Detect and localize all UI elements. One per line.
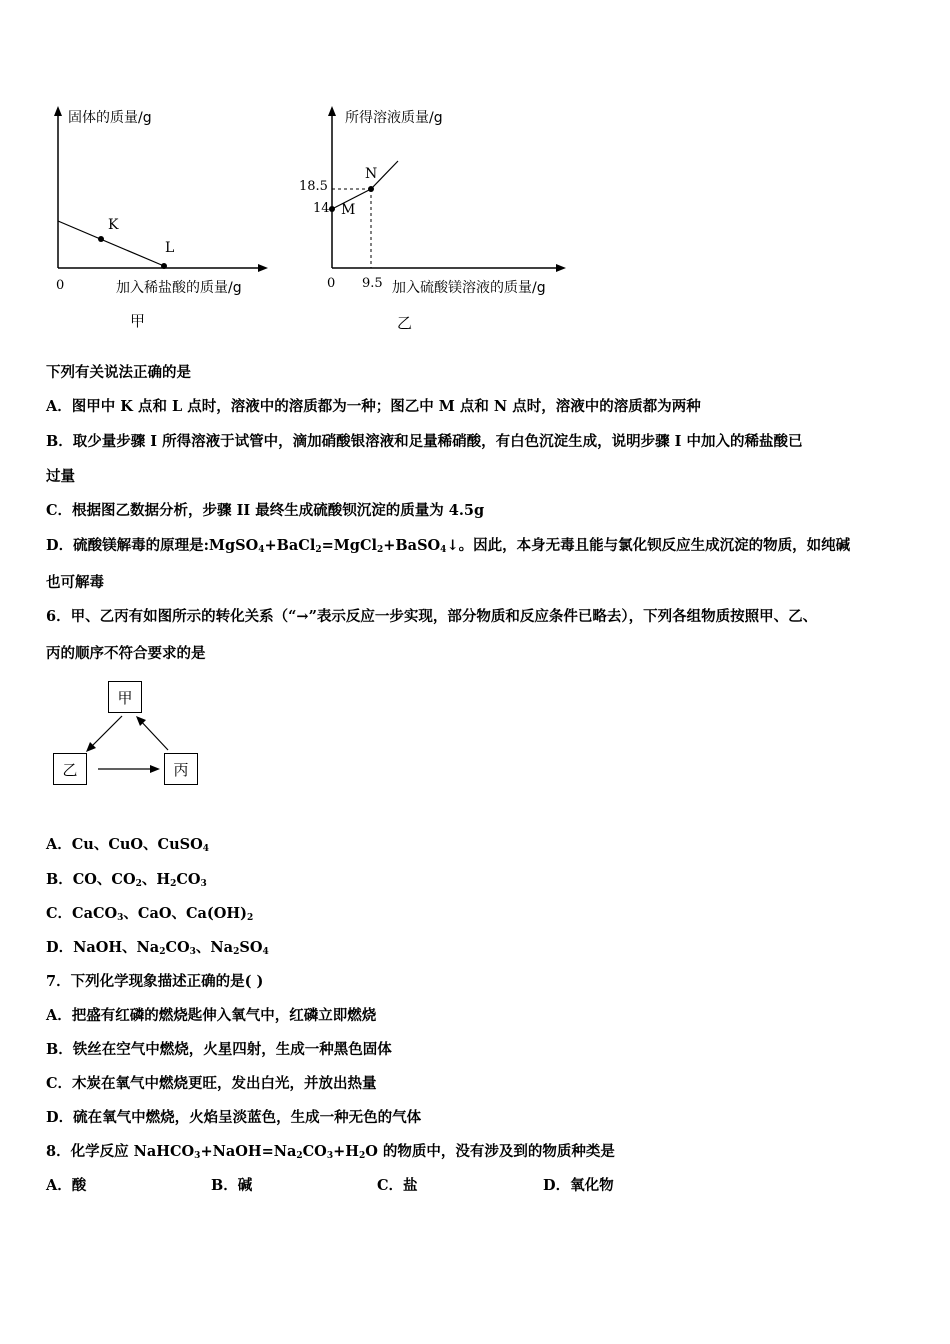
q5-option-b-line1: B．取少量步骤 I 所得溶液于试管中，滴加硝酸银溶液和足量稀硝酸，有白色沉淀生成，说明步骤 I 中加入的稀盐酸已: [46, 433, 803, 450]
graph-yi-point-m-dot: [329, 206, 335, 212]
q8-stem-text: 8．化学反应 NaHCO: [46, 1143, 195, 1160]
graph-jia-caption: 甲: [130, 312, 146, 330]
graph-jia-point-l: L: [165, 240, 175, 256]
graph-jia-point-k: K: [108, 217, 119, 233]
graph-yi-origin: 0: [327, 276, 336, 291]
q6-c-text: C．CaCO: [46, 905, 118, 922]
q5-option-d-line1: [46, 534, 850, 555]
q6-a-text: A．Cu、CuO、CuSO: [46, 836, 203, 853]
q5-option-a: A．图甲中 K 点和 L 点时，溶液中的溶质都为一种；图乙中 M 点和 N 点时，溶液中的溶质都为两种: [46, 398, 701, 415]
q6-c-sub: 3: [117, 913, 124, 923]
q5-d-sub: 4: [440, 545, 447, 555]
q6-option-d: [46, 936, 269, 957]
q6-b-sub: 3: [200, 879, 207, 889]
q6-a-sub: 4: [202, 844, 209, 854]
q6-option-c: [46, 902, 253, 923]
graph-yi-point-m: M: [341, 202, 356, 218]
q6-d-sub: 3: [189, 947, 196, 957]
q6-b-text: B．CO、CO: [46, 871, 136, 888]
graph-yi-y-label: 所得溶液质量/g: [345, 110, 443, 126]
q7-stem: 7．下列化学现象描述正确的是( ): [46, 973, 264, 990]
q5-option-c: C．根据图乙数据分析，步骤 II 最终生成硫酸钡沉淀的质量为 4.5g: [46, 502, 485, 519]
graph-yi-point-n-dot: [368, 186, 374, 192]
q8-option-d: D．氧化物: [543, 1177, 614, 1194]
q5-d-sub: 4: [258, 545, 265, 555]
q5-d-text: ↓。因此，本身无毒且能与氯化钡反应生成沉淀的物质，如纯碱: [446, 537, 851, 554]
q6-b-sub: 2: [170, 879, 177, 889]
q5-d-text: +BaCl: [264, 537, 316, 554]
box-bing: 丙: [164, 753, 198, 785]
graph-jia-point-l-dot: [161, 263, 167, 269]
graph-yi-x-label: 加入硫酸镁溶液的质量/g: [392, 280, 546, 296]
q6-b-sub: 2: [135, 879, 142, 889]
q6-b-text: CO: [176, 871, 201, 888]
q6-option-b: [46, 868, 207, 889]
q6-d-text: CO: [165, 939, 190, 956]
q8-option-a: A．酸: [46, 1177, 87, 1194]
q7-option-b: B．铁丝在空气中燃烧，火星四射，生成一种黑色固体: [46, 1041, 392, 1058]
graph-yi-y-arrow: [328, 106, 336, 116]
graph-yi-x-arrow: [556, 264, 566, 272]
q8-stem-sub: 3: [326, 1151, 334, 1161]
box-yi: 乙: [53, 753, 87, 785]
q6-d-sub: 2: [159, 947, 166, 957]
graph-yi-caption: 乙: [397, 314, 413, 332]
arrow-yi-to-bing-head: [150, 765, 160, 773]
q6-d-text: 、Na: [195, 939, 234, 956]
q5-d-text: +BaSO: [383, 537, 441, 554]
q8-stem: [46, 1140, 615, 1161]
q5-stem: 下列有关说法正确的是: [46, 364, 191, 381]
q8-stem-sub: 3: [194, 1151, 201, 1161]
q6-option-a: [46, 833, 209, 854]
q5-d-sub: 2: [377, 545, 384, 555]
graph-jia-y-label: 固体的质量/g: [68, 110, 152, 126]
graph-jia: [40, 100, 280, 300]
q8-stem-text: +NaOH=Na: [200, 1143, 297, 1160]
arrow-jia-to-yi: [88, 716, 122, 750]
q7-option-d: D．硫在氧气中燃烧，火焰呈淡蓝色，生成一种无色的气体: [46, 1109, 422, 1126]
graph-yi: [310, 100, 580, 300]
graph-yi-tick-x: 9.5: [362, 276, 383, 291]
q5-option-b-line2: 过量: [46, 468, 75, 485]
q7-option-c: C．木炭在氧气中燃烧更旺，发出白光，并放出热量: [46, 1075, 377, 1092]
q5-d-text: D．硫酸镁解毒的原理是:MgSO: [46, 537, 259, 554]
q8-stem-text: O 的物质中，没有涉及到的物质种类是: [365, 1143, 615, 1160]
q7-option-a: A．把盛有红磷的燃烧匙伸入氧气中，红磷立即燃烧: [46, 1007, 377, 1024]
graph-jia-origin: 0: [56, 278, 65, 293]
q6-d-text: SO: [239, 939, 263, 956]
graph-jia-x-arrow: [258, 264, 268, 272]
q8-option-b: B．碱: [211, 1177, 253, 1194]
graph-yi-tick-y-high: 18.5: [299, 179, 328, 194]
q5-d-sub: 2: [315, 545, 322, 555]
q8-stem-text: +H: [333, 1143, 359, 1160]
graph-jia-x-label: 加入稀盐酸的质量/g: [116, 280, 242, 296]
graph-jia-y-arrow: [54, 106, 62, 116]
graph-yi-tick-y-low: 14: [313, 201, 330, 216]
q8-stem-sub: 2: [358, 1151, 366, 1161]
q5-d-text: =MgCl: [321, 537, 377, 554]
q6-d-sub: 4: [262, 947, 269, 957]
box-jia: 甲: [108, 681, 142, 713]
q6-c-text: 、CaO、Ca(OH): [123, 905, 247, 922]
q6-d-text: D．NaOH、Na: [46, 939, 160, 956]
q6-d-sub: 2: [233, 947, 240, 957]
q5-option-d-line2: 也可解毒: [46, 574, 104, 591]
graph-jia-point-k-dot: [98, 236, 104, 242]
graph-yi-point-n: N: [365, 166, 378, 182]
q8-stem-sub: 2: [296, 1151, 303, 1161]
q6-c-sub: 2: [246, 913, 254, 923]
q6-stem-line1: 6．甲、乙丙有如图所示的转化关系（“→”表示反应一步实现，部分物质和反应条件已略去），下列各组物质按照甲、乙、: [46, 608, 818, 625]
q6-stem-line2: 丙的顺序不符合要求的是: [46, 645, 206, 662]
q8-option-c: C．盐: [377, 1177, 418, 1194]
q6-b-text: 、H: [141, 871, 171, 888]
q8-stem-text: CO: [302, 1143, 327, 1160]
